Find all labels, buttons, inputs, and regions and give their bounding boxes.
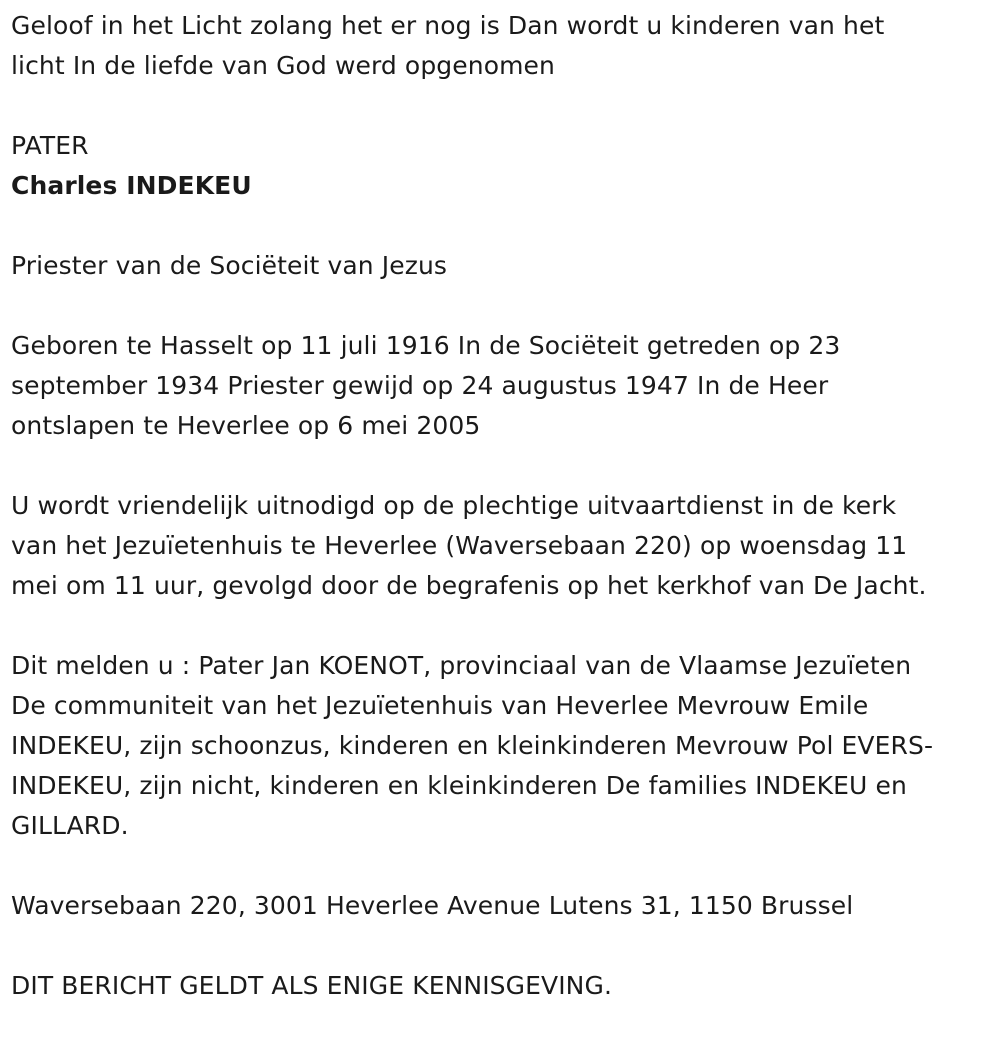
closing-notice <box>11 966 991 1006</box>
biography-line: ontslapen te Heverlee op 6 mei 2005 <box>11 411 481 440</box>
announcers-line: Dit melden u : Pater Jan KOENOT, provinciaal van de Vlaamse Jezuïeten <box>11 651 912 680</box>
announcers <box>11 646 991 846</box>
deceased-name: Charles INDEKEU <box>11 171 252 200</box>
closing-notice-line: DIT BERICHT GELDT ALS ENIGE KENNISGEVING. <box>11 971 612 1000</box>
biography-line: september 1934 Priester gewijd op 24 augustus 1947 In de Heer <box>11 371 829 400</box>
announcers-line: INDEKEU, zijn nicht, kinderen en kleinkinderen De families INDEKEU en <box>11 771 907 800</box>
intro-line: licht In de liefde van God werd opgenomen <box>11 51 555 80</box>
funeral-invitation <box>11 486 991 606</box>
intro-quote <box>11 6 991 86</box>
role <box>11 246 991 286</box>
announcers-line: GILLARD. <box>11 811 129 840</box>
announcers-line: INDEKEU, zijn schoonzus, kinderen en kleinkinderen Mevrouw Pol EVERS- <box>11 731 934 760</box>
invitation-line: U wordt vriendelijk uitnodigd op de plechtige uitvaartdienst in de kerk <box>11 491 897 520</box>
biography <box>11 326 991 446</box>
obituary-document <box>11 6 991 1046</box>
addresses-line: Waversebaan 220, 3001 Heverlee Avenue Lutens 31, 1150 Brussel <box>11 891 854 920</box>
role-line: Priester van de Sociëteit van Jezus <box>11 251 448 280</box>
name-block <box>11 126 991 206</box>
invitation-line: van het Jezuïetenhuis te Heverlee (Waversebaan 220) op woensdag 11 <box>11 531 908 560</box>
title-prefix: PATER <box>11 131 89 160</box>
addresses <box>11 886 991 926</box>
announcers-line: De communiteit van het Jezuïetenhuis van Heverlee Mevrouw Emile <box>11 691 869 720</box>
intro-line: Geloof in het Licht zolang het er nog is Dan wordt u kinderen van het <box>11 11 885 40</box>
invitation-line: mei om 11 uur, gevolgd door de begrafenis op het kerkhof van De Jacht. <box>11 571 927 600</box>
biography-line: Geboren te Hasselt op 11 juli 1916 In de Sociëteit getreden op 23 <box>11 331 841 360</box>
